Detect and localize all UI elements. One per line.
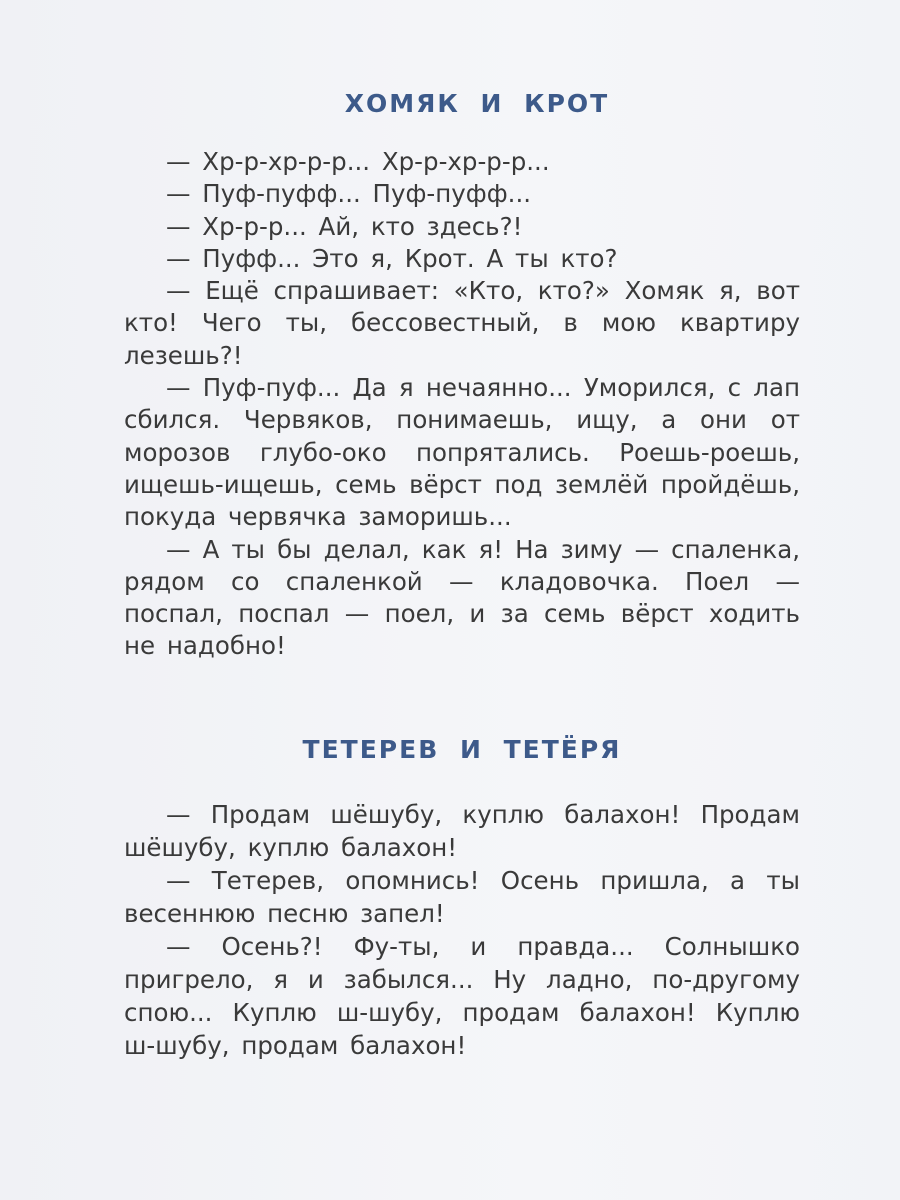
story-grouse-and-hen <box>124 728 800 1062</box>
story-title: ТЕТЕРЕВ И ТЕТЁРЯ <box>302 735 622 764</box>
dialogue-line: — А ты бы делал, как я! На зиму — спаленка, рядом со спаленкой — кладовочка. Поел — поспал, поспал — поел, и за семь вёрст ходить не надобно! <box>124 534 800 661</box>
dialogue-line: — Тетерев, опомнись! Осень пришла, а ты весеннюю песню запел! <box>124 866 800 928</box>
dialogue-line: — Хр-р-р... Ай, кто здесь?! <box>166 211 523 241</box>
dialogue-line: — Осень?! Фу-ты, и правда... Солнышко пригрело, я и забылся... Ну ладно, по-другому спою... Куплю ш-шубу, продам балахон! Куплю ш-шубу, продам балахон! <box>124 932 800 1060</box>
dialogue-line: — Продам шёшубу, куплю балахон! Продам шёшубу, куплю балахон! <box>124 800 800 862</box>
dialogue-line: — Пуфф... Это я, Крот. А ты кто? <box>166 243 618 273</box>
dialogue-line: — Ещё спрашивает: «Кто, кто?» Хомяк я, вот кто! Чего ты, бессовестный, в мою квартиру лезешь?! <box>124 276 800 370</box>
dialogue-line: — Пуф-пуф... Да я нечаянно... Уморился, с лап сбился. Червяков, понимаешь, ищу, а они от морозов глубо-око попрятались. Роешь-роешь, ищешь-ищешь, семь вёрст под землёй пройдёшь, покуда червячка заморишь... <box>124 373 800 532</box>
dialogue-line: — Пуф-пуфф... Пуф-пуфф... <box>166 179 532 209</box>
story-hamster-and-mole <box>124 82 800 663</box>
dialogue-line: — Хр-р-хр-р-р... Хр-р-хр-р-р... <box>166 147 550 176</box>
story-body <box>124 798 800 1062</box>
story-body <box>124 146 800 663</box>
story-title: ХОМЯК И КРОТ <box>344 89 610 118</box>
